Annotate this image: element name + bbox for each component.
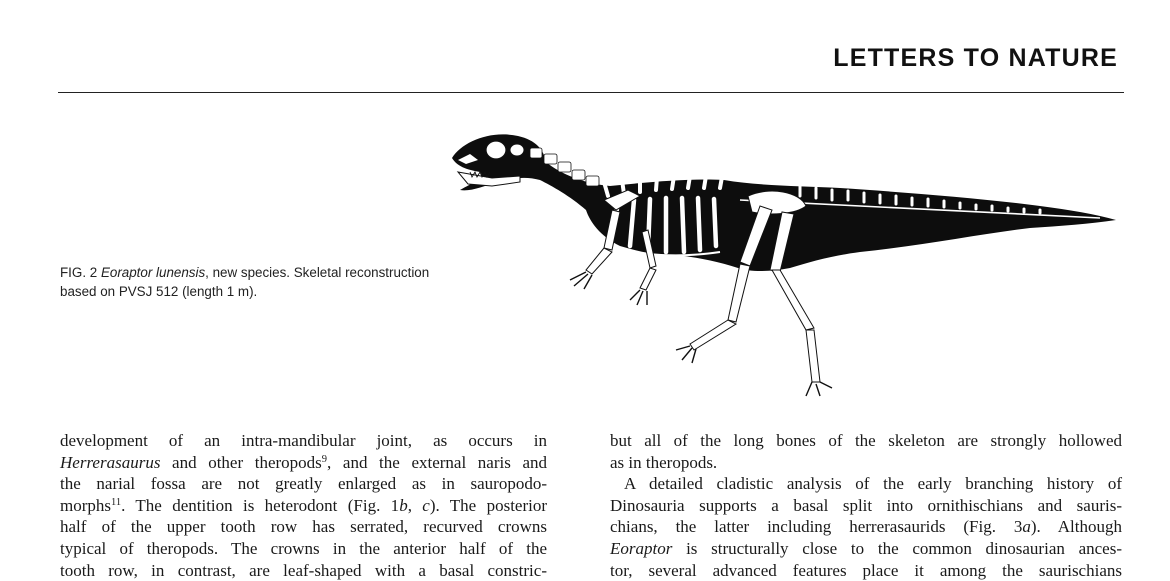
caption-line-1-rest: , new species. Skeletal reconstruction	[205, 265, 430, 280]
text-line: tor, several advanced features place it among the saurischians	[610, 560, 1122, 580]
genus-name: Eoraptor	[610, 538, 673, 558]
text-line: tooth row, in contrast, are leaf-shaped with a basal constric-	[60, 560, 547, 580]
header-rule	[58, 92, 1124, 93]
text-line: development of an intra-mandibular joint, as occurs in	[60, 431, 547, 450]
genus-name: Herrerasaurus	[60, 452, 161, 472]
text-line: chians, the latter including herrerasaurids (Fig. 3a). Although	[610, 517, 1122, 537]
reference-number: 9	[321, 453, 328, 465]
skeletal-reconstruction-figure	[440, 118, 1130, 408]
text-line: morphs$^{11}$. The dentition is heterodont (Fig. 1b, c). The posterior	[60, 495, 548, 515]
figure-label: FIG. 2	[60, 265, 98, 280]
text-line: Dinosauria supports a basal split into ornithischians and sauris-	[610, 495, 1122, 515]
body-text-left-column	[60, 430, 547, 581]
text-line: the narial fossa are not greatly enlarged as in sauropodo-	[60, 474, 547, 494]
reference-number: 11	[111, 496, 122, 508]
body-text-right-column	[610, 430, 1122, 581]
text-line: as in theropods.	[610, 452, 718, 472]
text-line: half of the upper tooth row has serrated, recurved crowns	[60, 517, 547, 537]
journal-section-title: LETTERS TO NATURE	[833, 44, 1118, 72]
text-line: but all of the long bones of the skeleton are strongly hollowed	[610, 431, 1122, 450]
text-line: A detailed cladistic analysis of the early branching history of	[624, 474, 1122, 494]
text-line: Eoraptor is structurally close to the common dinosaurian ances-	[610, 538, 1122, 558]
text-line: Herrerasaurus and other theropods$^9$, and the external naris and	[60, 452, 547, 472]
figure-caption	[60, 263, 490, 301]
text-line: typical of theropods. The crowns in the anterior half of the	[60, 538, 547, 558]
caption-line-2: based on PVSJ 512 (length 1 m).	[60, 284, 258, 299]
figure-taxon-name: Eoraptor lunensis	[100, 265, 206, 280]
